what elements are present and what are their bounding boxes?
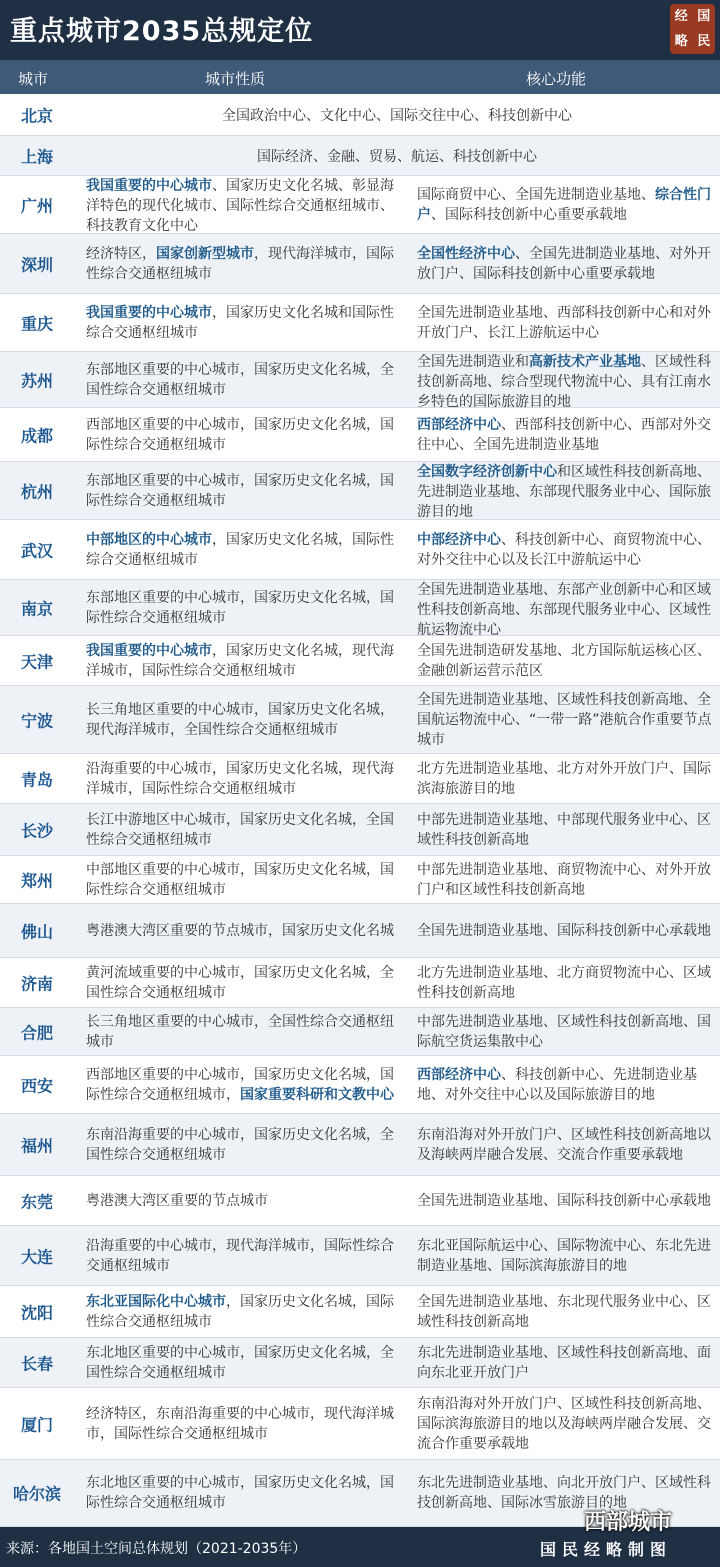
cell-text: 全国先进制造业基地、西部科技创新中心和对外开放门户、长江上游航运中心 xyxy=(417,305,711,341)
table-row xyxy=(0,294,720,352)
city-nature-cell xyxy=(86,1012,406,1052)
title-bar xyxy=(0,0,720,60)
table-row xyxy=(0,804,720,856)
city-nature-cell xyxy=(86,860,406,900)
city-nature-cell xyxy=(86,810,406,850)
cell-text: 全国先进制造业基地、国际科技创新中心承载地 xyxy=(417,1193,711,1209)
cell-text: 东南沿海重要的中心城市，国家历史文化名城，全国性综合交通枢纽城市 xyxy=(86,1127,394,1163)
table-row xyxy=(0,1226,720,1286)
core-function-cell xyxy=(417,1236,713,1276)
city-name: 南京 xyxy=(20,599,53,618)
cell-text: 东部地区重要的中心城市，国家历史文化名城，全国性综合交通枢纽城市 xyxy=(86,362,394,398)
table-row xyxy=(0,408,720,462)
city-nature-cell xyxy=(86,471,406,511)
cell-text: 东北地区重要的中心城市，国家历史文化名城，全国性综合交通枢纽城市 xyxy=(86,1345,394,1381)
cell-text: ，现代海洋城市，国际性综合交通枢纽城市 xyxy=(86,246,394,282)
city-nature-cell xyxy=(86,759,406,799)
highlight-text: 全国数字经济创新中心 xyxy=(417,464,557,480)
highlight-text: 我国重要的中心城市 xyxy=(86,643,212,659)
cell-text: 、西部科技创新中心、西部对外交往中心、全国先进制造业基地 xyxy=(417,417,711,453)
cell-text: 东南沿海对外开放门户、区域性科技创新高地以及海峡两岸融合发展、交流合作重要承载地 xyxy=(417,1127,711,1163)
column-header-city: 城市 xyxy=(18,70,49,88)
city-name: 长春 xyxy=(20,1354,53,1373)
core-function-cell xyxy=(417,580,713,640)
city-name: 西安 xyxy=(20,1076,53,1095)
table-row xyxy=(0,580,720,636)
table-row xyxy=(0,234,720,294)
table-row xyxy=(0,462,720,520)
core-function-cell xyxy=(417,1125,713,1165)
city-name: 沈阳 xyxy=(20,1303,53,1322)
highlight-text: 国家创新型城市 xyxy=(156,246,254,262)
cell-text: 粤港澳大湾区重要的节点城市 xyxy=(86,1193,268,1209)
core-function-cell xyxy=(417,1012,713,1052)
city-nature-cell xyxy=(86,303,406,343)
cell-text: 全国先进制造业和 xyxy=(417,354,529,370)
city-name: 佛山 xyxy=(20,922,53,941)
table-row xyxy=(0,136,720,176)
city-nature-cell xyxy=(86,244,406,284)
cell-text: 全国先进制造业基地、区域性科技创新高地、全国航运物流中心、“一带一路”港航合作重要节点城市 xyxy=(417,692,712,748)
table-row xyxy=(0,754,720,804)
city-nature-cell xyxy=(86,1473,406,1513)
cell-text: 沿海重要的中心城市，国家历史文化名城，现代海洋城市，国际性综合交通枢纽城市 xyxy=(86,761,394,797)
footer-brand: 国民经略制图 xyxy=(540,1540,673,1559)
city-name: 东莞 xyxy=(20,1192,53,1211)
table-row xyxy=(0,1008,720,1056)
table-row xyxy=(0,1388,720,1460)
cell-text: 、区域性科技创新高地、综合型现代物流中心、具有江南水乡特色的国际旅游目的地 xyxy=(417,354,711,410)
source-note: 来源：各地国土空间总体规划（2021-2035年） xyxy=(6,1541,307,1557)
cell-text: 全国先进制造研发基地、北方国际航运核心区、金融创新运营示范区 xyxy=(417,643,711,679)
table-row xyxy=(0,520,720,580)
cell-text: ，国家历史文化名城，国际性综合交通枢纽城市 xyxy=(86,1294,394,1330)
cell-text: 中部先进制造业基地、区域性科技创新高地、国际航空货运集散中心 xyxy=(417,1014,711,1050)
core-function-cell xyxy=(417,860,713,900)
table-row xyxy=(0,352,720,408)
city-name: 北京 xyxy=(20,106,53,125)
core-function-cell xyxy=(417,303,713,343)
core-function-cell xyxy=(417,415,713,455)
core-function-cell xyxy=(417,1292,713,1332)
city-nature-cell xyxy=(86,415,406,455)
city-name: 成都 xyxy=(20,426,53,445)
core-function-cell xyxy=(417,1343,713,1383)
highlight-text: 西部经济中心 xyxy=(417,417,501,433)
cell-text: 东北亚国际航运中心、国际物流中心、东北先进制造业基地、国际滨海旅游目的地 xyxy=(417,1238,711,1274)
merged-cell: 国际经济、金融、贸易、航运、科技创新中心 xyxy=(257,148,537,165)
core-function-cell xyxy=(417,690,713,750)
city-name: 哈尔滨 xyxy=(12,1484,61,1504)
cell-text: 国际商贸中心、全国先进制造业基地、 xyxy=(417,187,655,203)
highlight-text: 我国重要的中心城市 xyxy=(86,178,212,194)
cell-text: 全国先进制造业基地、东部产业创新中心和区域性科技创新高地、东部现代服务业中心、区域性航运物流中心 xyxy=(417,582,711,638)
cell-text: ，国家历史文化名城和国际性综合交通枢纽城市 xyxy=(86,305,394,341)
cell-text: 和区域性科技创新高地、先进制造业基地、东部现代服务业中心、国际旅游目的地 xyxy=(417,464,711,520)
cell-text: 长江中游地区中心城市，国家历史文化名城，全国性综合交通枢纽城市 xyxy=(86,812,394,848)
brand-logo xyxy=(670,4,715,54)
corner-watermark-label: 西部城市 xyxy=(584,1510,673,1535)
city-name: 合肥 xyxy=(20,1023,53,1042)
page-title: 重点城市2035总规定位 xyxy=(10,16,314,47)
city-name: 天津 xyxy=(20,652,53,671)
core-function-cell xyxy=(417,244,713,284)
city-nature-cell xyxy=(86,963,406,1003)
logo-char: 略 xyxy=(674,34,688,49)
column-header-function: 核心功能 xyxy=(526,70,587,88)
table-row xyxy=(0,1338,720,1388)
city-name: 苏州 xyxy=(20,371,53,390)
logo-char: 民 xyxy=(697,34,711,49)
table-row xyxy=(0,1056,720,1114)
city-nature-cell xyxy=(86,1292,406,1332)
city-name: 深圳 xyxy=(20,255,53,274)
city-name: 上海 xyxy=(20,147,53,166)
city-name: 杭州 xyxy=(20,482,53,501)
highlight-text: 国家重要科研和文教中心 xyxy=(240,1087,394,1103)
table-row xyxy=(0,904,720,958)
table-row xyxy=(0,1114,720,1176)
table-row xyxy=(0,94,720,136)
cell-text: 粤港澳大湾区重要的节点城市，国家历史文化名城 xyxy=(86,923,394,939)
cell-text: 东北先进制造业基地、区域性科技创新高地、面向东北亚开放门户 xyxy=(417,1345,711,1381)
city-name: 济南 xyxy=(20,974,53,993)
core-function-cell xyxy=(417,1191,713,1211)
cell-text: 长三角地区重要的中心城市，国家历史文化名城，现代海洋城市，全国性综合交通枢纽城市 xyxy=(86,702,394,738)
city-name: 郑州 xyxy=(20,871,53,890)
highlight-text: 高新技术产业基地 xyxy=(529,354,641,370)
core-function-cell xyxy=(417,185,713,225)
cell-text: 西部地区重要的中心城市，国家历史文化名城，国际性综合交通枢纽城市 xyxy=(86,417,394,453)
cell-text: 北方先进制造业基地、北方商贸物流中心、区域性科技创新高地 xyxy=(417,965,711,1001)
table-row xyxy=(0,856,720,904)
cell-text: 、国际科技创新中心重要承载地 xyxy=(431,207,627,223)
city-name: 重庆 xyxy=(20,314,53,333)
city-name: 武汉 xyxy=(20,541,53,560)
city-name: 福州 xyxy=(20,1136,53,1155)
table-row xyxy=(0,958,720,1008)
city-name: 广州 xyxy=(20,196,53,215)
highlight-text: 中部地区的中心城市 xyxy=(86,532,212,548)
core-function-cell xyxy=(417,530,713,570)
highlight-text: 我国重要的中心城市 xyxy=(86,305,212,321)
cell-text: 全国先进制造业基地、国际科技创新中心承载地 xyxy=(417,923,711,939)
table-row xyxy=(0,636,720,686)
city-nature-cell xyxy=(86,1191,406,1211)
cell-text: 、科技创新中心、先进制造业基地、对外交往中心以及国际旅游目的地 xyxy=(417,1067,697,1103)
highlight-text: 中部经济中心 xyxy=(417,532,501,548)
column-header-nature: 城市性质 xyxy=(205,70,266,88)
city-nature-cell xyxy=(86,921,406,941)
cell-text: 长三角地区重要的中心城市，全国性综合交通枢纽城市 xyxy=(86,1014,394,1050)
core-function-cell xyxy=(417,352,713,412)
cell-text: 东北先进制造业基地、向北开放门户、区域性科技创新高地、国际冰雪旅游目的地 xyxy=(417,1475,711,1511)
core-function-cell xyxy=(417,1065,713,1105)
cell-text: 西部地区重要的中心城市，国家历史文化名城，国际性综合交通枢纽城市， xyxy=(86,1067,394,1103)
cell-text: 中部地区重要的中心城市，国家历史文化名城，国际性综合交通枢纽城市 xyxy=(86,862,394,898)
core-function-cell xyxy=(417,641,713,681)
core-function-cell xyxy=(417,921,713,941)
city-nature-cell xyxy=(86,1125,406,1165)
cell-text: 东部地区重要的中心城市，国家历史文化名城，国际性综合交通枢纽城市 xyxy=(86,473,394,509)
city-name: 青岛 xyxy=(20,770,53,789)
cell-text: 经济特区， xyxy=(86,246,156,262)
cell-text: 东北地区重要的中心城市，国家历史文化名城，国际性综合交通枢纽城市 xyxy=(86,1475,394,1511)
cell-text: ，国家历史文化名城，国际性综合交通枢纽城市 xyxy=(86,532,394,568)
city-name: 厦门 xyxy=(20,1415,53,1434)
table-row xyxy=(0,176,720,234)
cell-text: 东南沿海对外开放门户、区域性科技创新高地、国际滨海旅游目的地以及海峡两岸融合发展、交流合作重要承载地 xyxy=(417,1396,711,1452)
table-row xyxy=(0,1176,720,1226)
city-nature-cell xyxy=(86,360,406,400)
core-function-cell xyxy=(417,462,713,522)
logo-char: 经 xyxy=(674,9,688,24)
cell-text: 经济特区，东南沿海重要的中心城市，现代海洋城市，国际性综合交通枢纽城市 xyxy=(86,1406,394,1442)
cell-text: 沿海重要的中心城市，现代海洋城市，国际性综合交通枢纽城市 xyxy=(86,1238,394,1274)
highlight-text: 全国性经济中心 xyxy=(417,246,515,262)
table-row xyxy=(0,1286,720,1338)
cell-text: 黄河流域重要的中心城市，国家历史文化名城，全国性综合交通枢纽城市 xyxy=(86,965,394,1001)
city-nature-cell xyxy=(86,176,406,236)
table-row xyxy=(0,686,720,754)
highlight-text: 综合性门户 xyxy=(417,187,711,223)
cell-text: ，国家历史文化名城，现代海洋城市，国际性综合交通枢纽城市 xyxy=(86,643,394,679)
city-name: 宁波 xyxy=(20,711,53,730)
cell-text: 、科技创新中心、商贸物流中心、对外交往中心以及长江中游航运中心 xyxy=(417,532,711,568)
cell-text: 全国先进制造业基地、东北现代服务业中心、区域性科技创新高地 xyxy=(417,1294,711,1330)
highlight-text: 西部经济中心 xyxy=(417,1067,501,1083)
core-function-cell xyxy=(417,810,713,850)
cell-text: 东部地区重要的中心城市，国家历史文化名城，国际性综合交通枢纽城市 xyxy=(86,590,394,626)
city-name: 大连 xyxy=(20,1247,53,1266)
logo-char: 国 xyxy=(697,9,711,24)
cell-text: 北方先进制造业基地、北方对外开放门户、国际滨海旅游目的地 xyxy=(417,761,711,797)
merged-cell: 全国政治中心、文化中心、国际交往中心、科技创新中心 xyxy=(222,107,572,124)
core-function-cell xyxy=(417,963,713,1003)
table-header xyxy=(0,60,720,94)
cell-text: 、国家历史文化名城、彰显海洋特色的现代化城市、国际性综合交通枢纽城市、科技教育文化中心 xyxy=(86,178,394,234)
highlight-text: 东北亚国际化中心城市 xyxy=(86,1294,226,1310)
core-function-cell xyxy=(417,759,713,799)
cell-text: 、全国先进制造业基地、对外开放门户、国际科技创新中心重要承载地 xyxy=(417,246,711,282)
city-name: 长沙 xyxy=(20,821,53,840)
city-nature-cell xyxy=(86,641,406,681)
city-nature-cell xyxy=(86,1404,406,1444)
city-nature-cell xyxy=(86,530,406,570)
city-nature-cell xyxy=(86,700,406,740)
city-nature-cell xyxy=(86,1236,406,1276)
core-function-cell xyxy=(417,1394,713,1454)
city-nature-cell xyxy=(86,588,406,628)
city-nature-cell xyxy=(86,1065,406,1105)
city-nature-cell xyxy=(86,1343,406,1383)
cell-text: 中部先进制造业基地、商贸物流中心、对外开放门户和区域性科技创新高地 xyxy=(417,862,711,898)
cell-text: 中部先进制造业基地、中部现代服务业中心、区域性科技创新高地 xyxy=(417,812,711,848)
